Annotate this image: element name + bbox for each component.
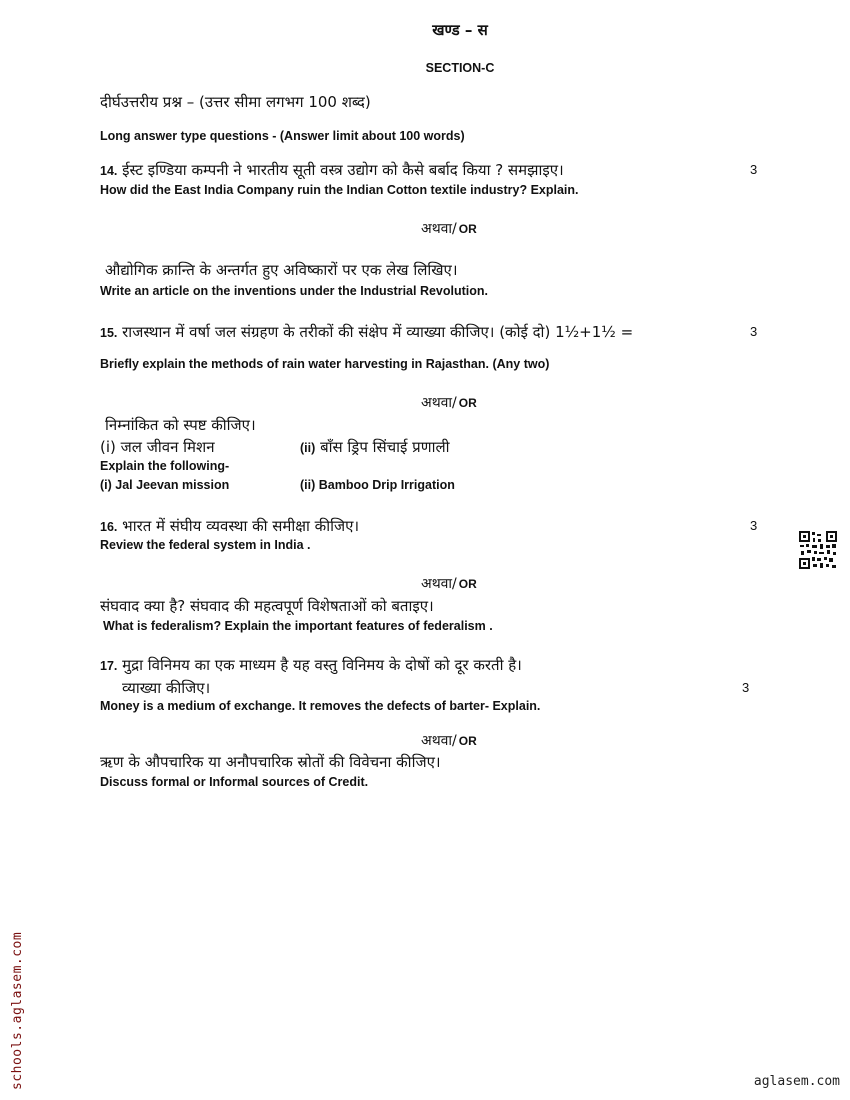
or-separator	[421, 393, 477, 412]
question-14-english: How did the East India Company ruin the Indian Cotton textile industry? Explain.	[100, 183, 579, 197]
question-15-sub-1-hindi: (i) जल जीवन मिशन	[100, 438, 215, 456]
question-text-hindi: भारत में संघीय व्यवस्था की समीक्षा कीजिए।	[122, 517, 360, 535]
question-text-hindi: ईस्ट इण्डिया कम्पनी ने भारतीय सूती वस्त्र उद्योग को कैसे बर्बाद किया ? समझाइए।	[122, 161, 564, 179]
question-14-alt-english: Write an article on the inventions under the Industrial Revolution.	[100, 284, 489, 298]
question-14-marks: 3	[750, 162, 758, 177]
or-label-english: OR	[458, 734, 477, 748]
question-15-sub-2-english: (ii) Bamboo Drip Irrigation	[300, 478, 455, 492]
question-15-sub-1-english: (i) Jal Jeevan mission	[100, 478, 230, 492]
question-16-marks: 3	[750, 518, 758, 533]
or-label-english: OR	[458, 222, 477, 236]
question-17-alt-english: Discuss formal or Informal sources of Credit.	[100, 775, 369, 789]
question-16-hindi	[100, 516, 359, 536]
question-17-marks: 3	[742, 680, 750, 695]
question-14-hindi	[100, 160, 564, 180]
question-number: 15.	[100, 326, 118, 340]
sub-text-hindi: बाँस ड्रिप सिंचाई प्रणाली	[320, 438, 450, 456]
instructions-english: Long answer type questions - (Answer limit about 100 words)	[100, 129, 465, 143]
sub-number: (ii)	[300, 441, 316, 455]
or-separator	[421, 219, 477, 238]
or-label-english: OR	[458, 577, 477, 591]
question-16-alt-hindi: संघवाद क्या है? संघवाद की महत्वपूर्ण विशेषताओं को बताइए।	[100, 597, 434, 615]
question-17-hindi-line-2: व्याख्या कीजिए।	[122, 679, 211, 697]
section-title-english: SECTION-C	[425, 61, 495, 75]
question-14-alt-hindi: औद्योगिक क्रान्ति के अन्तर्गत हुए अविष्कारों पर एक लेख लिखिए।	[105, 261, 458, 279]
section-title-hindi: खण्ड – स	[432, 21, 488, 39]
question-text-hindi: मुद्रा विनिमय का एक माध्यम है यह वस्तु विनिमय के दोषों को दूर करती है।	[122, 656, 522, 674]
question-number: 14.	[100, 164, 118, 178]
question-number: 16.	[100, 520, 118, 534]
or-label-hindi: अथवा/	[421, 395, 457, 411]
qr-code-icon	[798, 530, 838, 570]
footer-watermark: aglasem.com	[753, 1074, 840, 1089]
side-watermark: schools.aglasem.com	[10, 931, 25, 1090]
question-15-hindi	[100, 322, 633, 342]
or-label-hindi: अथवा/	[421, 221, 457, 237]
question-16-english: Review the federal system in India .	[100, 538, 311, 552]
question-15-sub-2-hindi	[300, 437, 450, 457]
or-label-english: OR	[458, 396, 477, 410]
question-17-hindi	[100, 655, 522, 675]
or-label-hindi: अथवा/	[421, 733, 457, 749]
question-15-alt-english: Explain the following-	[100, 459, 230, 473]
question-17-english: Money is a medium of exchange. It removes the defects of barter- Explain.	[100, 699, 541, 713]
question-number: 17.	[100, 659, 118, 673]
question-15-english: Briefly explain the methods of rain water harvesting in Rajasthan. (Any two)	[100, 357, 550, 371]
question-17-alt-hindi: ऋण के औपचारिक या अनौपचारिक स्रोतों की विवेचना कीजिए।	[100, 753, 441, 771]
or-separator	[421, 731, 477, 750]
instructions-hindi: दीर्घउत्तरीय प्रश्न – (उत्तर सीमा लगभग 100 शब्द)	[100, 93, 371, 111]
question-15-marks: 3	[750, 324, 758, 339]
question-text-hindi: राजस्थान में वर्षा जल संग्रहण के तरीकों की संक्षेप में व्याख्या कीजिए। (कोई दो) 1½+1½ =	[122, 323, 634, 341]
or-separator	[421, 574, 477, 593]
or-label-hindi: अथवा/	[421, 576, 457, 592]
question-15-alt-hindi: निम्नांकित को स्पष्ट कीजिए।	[105, 416, 256, 434]
question-16-alt-english: What is federalism? Explain the important features of federalism .	[103, 619, 493, 633]
